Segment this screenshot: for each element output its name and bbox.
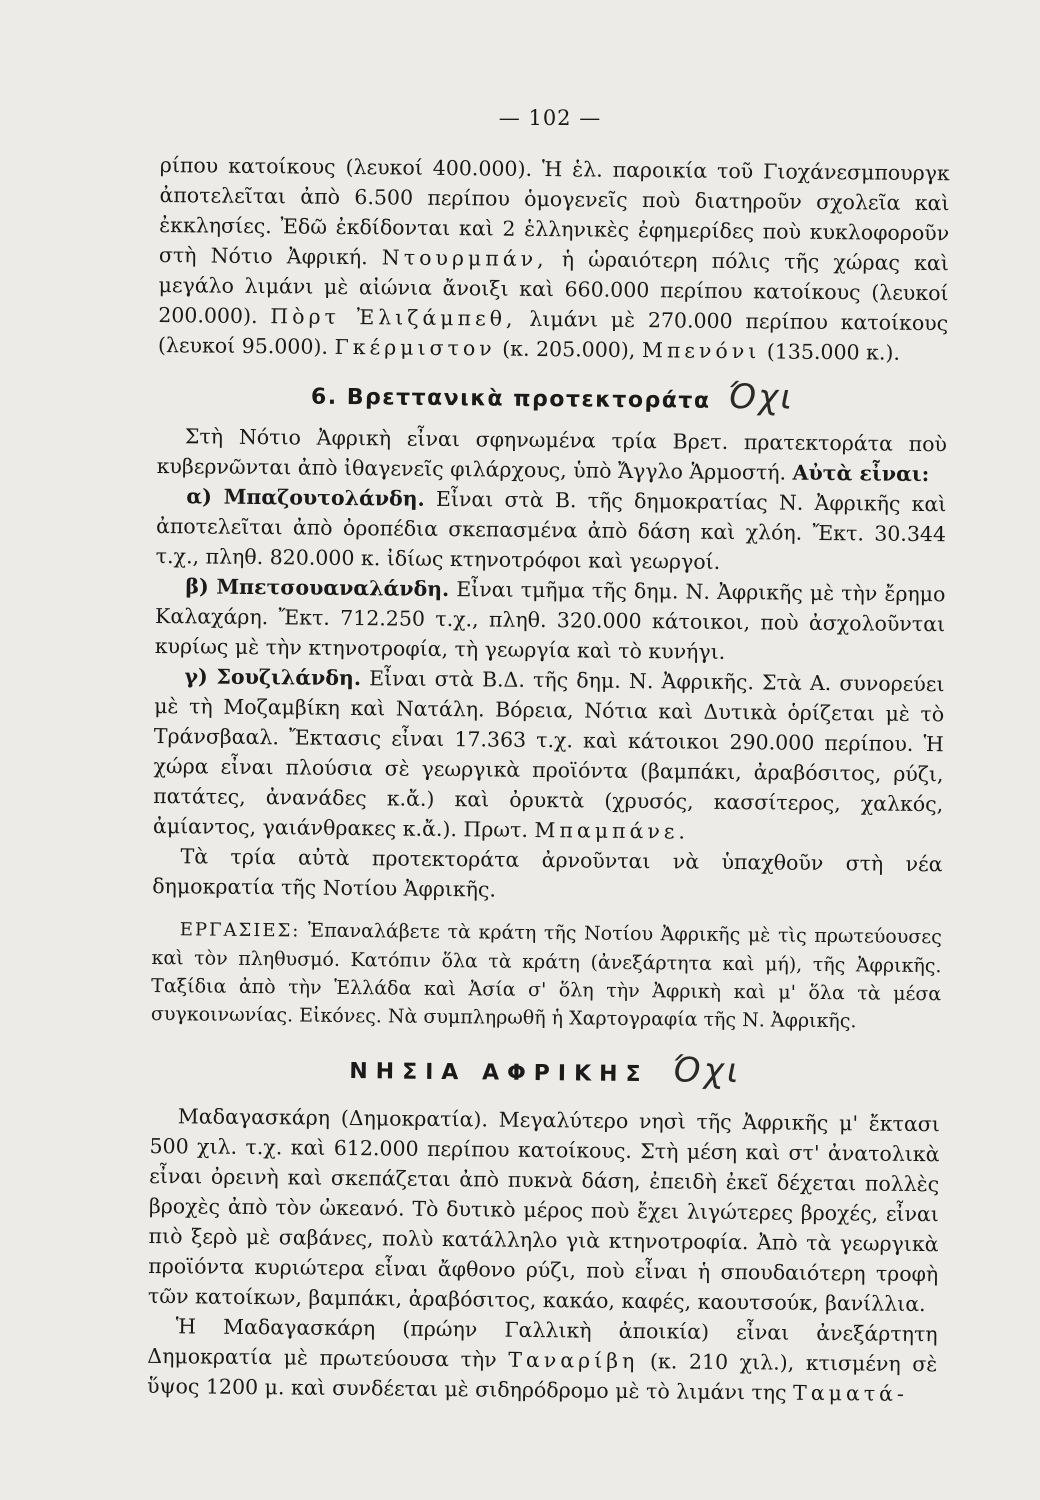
list-item-swaziland — [153, 661, 945, 849]
section-6-intro-bold: Αὐτὰ εἶναι: — [792, 460, 930, 487]
exercises-paragraph — [151, 915, 942, 1036]
madagascar-paragraph-1 — [148, 1101, 940, 1319]
item-text-bechuanaland: Εἶναι τμῆμα τῆς δημ. Ν. Ἀφρικῆς μὲ τὴν ἔρημο Καλαχάρη. Ἔκτ. 712.250 τ.χ., πληθ. 320.000 κάτοικοι, ποὺ ἀσχολοῦνται κυρίως μὲ τὴν κτηνοτροφία, τὴ γεωργία καὶ τὸ κυνήγι. — [154, 577, 946, 664]
port-tamatave: Ταματά- — [792, 1380, 909, 1406]
islands-title: ΝΗΣΙΑ ΑΦΡΙΚΗΣ — [349, 1059, 649, 1088]
item-label-bechuanaland: β) Μπετσουαναλάνδη. — [185, 574, 450, 602]
durban-text: ἡ ὡραιότερη πόλις τῆς χώρας καὶ μεγάλο λιμάνι μὲ αἰώνια ἄνοιξι καὶ 660.000 περίπου κατοίκους (λευκοί 200.000). — [158, 247, 949, 329]
item-text-basutoland: Εἶναι στὰ Β. τῆς δημοκρατίας Ν. Ἀφρικῆς καὶ ἀποτελεῖται ἀπὸ ὀροπέδια σκεπασμένα ἀπὸ δάση καὶ χλόη. Ἔκτ. 30.344 τ.χ., πληθ. 820.000 κ. ἰδίως κτηνοτρόφοι καὶ γεωργοί. — [155, 486, 947, 574]
capital-mbabane: Μπαμπάνε. — [534, 817, 690, 844]
section-6-intro — [157, 421, 948, 489]
list-item-bechuanaland — [155, 571, 946, 669]
madagascar-text-2a: Ἡ Μαδαγασκάρη (πρώην Γαλλικὴ ἀποικία) εἶναι ἀνεξάρτητη Δημοκρατία μὲ πρωτεύουσα τὴν — [147, 1314, 938, 1372]
item-label-swaziland: γ) Σουζιλάνδη. — [184, 664, 362, 691]
item-text-swaziland: Εἶναι στὰ Β.Δ. τῆς δημ. Ν. Ἀφρικῆς. Στὰ Α. συνορεύει μὲ τὴ Μοζαμβίκη καὶ Νατάλη. Βόρεια, Νότια καὶ Δυτικὰ ὁρίζεται μὲ τὸ Τράνσβααλ. Ἔκτασις εἶναι 17.363 τ.χ. καὶ κάτοικοι 290.000 περίπου. Ἡ χώρα εἶναι πλούσια σὲ γεωργικὰ προϊόντα (βαμπάκι, ἀραβόσιτος, ρύζι, πατάτες, ἀνανάδες κ.ἄ.) καὶ ὀρυκτὰ (χρυσός, κασσίτερος, χαλκός, ἀμίαντος, γαιάνθρακες κ.ἄ.). Πρωτ. — [152, 666, 945, 842]
intro-text: ρίπου κατοίκους (λευκοί 400.000). Ἡ ἑλ. παροικία τοῦ Γιοχάνεσμπουργκ ἀποτελεῖται ἀπὸ 6.500 περίπου ὁμογενεῖς ποὺ διατηροῦν σχολεῖα καὶ ἐκκλησίες. Ἐδῶ ἐκδίδονται καὶ 2 ἑλληνικὲς ἐφημερίδες ποὺ κυκλοφοροῦν στὴ Νότιο Ἀφρική. — [158, 152, 950, 270]
page-content — [147, 150, 950, 1409]
madagascar-paragraph-2 — [147, 1311, 938, 1409]
page-number: — 102 — — [498, 106, 602, 130]
madagascar-name: Μαδαγασκάρη — [177, 1104, 331, 1130]
islands-heading — [150, 1050, 940, 1093]
section-6-intro-text: Στὴ Νότιο Ἀφρικὴ εἶναι σφηνωμένα τρία Βρετ. πρατεκτοράτα ποὺ κυβερνῶνται ἀπὸ ἰθαγενεῖς φιλάρχους, ὑπὸ Ἄγγλο Ἁρμοστή. — [156, 424, 948, 485]
list-item-basutoland — [156, 481, 947, 579]
city-germiston: Γκέρμιστον — [334, 334, 496, 361]
capital-antananarivo: Ταναρίβη — [508, 1347, 639, 1374]
city-benoni: Μπενόνι — [641, 338, 761, 364]
section-6-title: 6. Βρεττανικὰ προτεκτοράτα — [310, 384, 711, 414]
intro-paragraph — [158, 150, 950, 368]
handwritten-note-2: Όχι — [672, 1050, 742, 1092]
handwritten-note-1: Όχι — [727, 376, 795, 418]
section-6-closing: Τὰ τρία αὐτὰ προτεκτοράτα ἀρνοῦνται νὰ ὑπαχθοῦν στὴ νέα δημοκρατία τῆς Νοτίου Ἀφρικῆς. — [152, 844, 943, 902]
section-6-heading — [157, 376, 947, 419]
exercises-label: ΕΡΓΑΣΙΕΣ: — [179, 919, 301, 942]
exercises-text: Ἐπαναλάβετε τὰ κράτη τῆς Νοτίου Ἀφρικῆς μὲ τὶς πρωτεύουσες καὶ τὸν πληθυσμό. Κατόπιν ὅλα τὰ κράτη (ἀνεξάρτητα καὶ μή), τῆς Ἀφρικῆς. Ταξίδια ἀπὸ τὴν Ἑλλάδα καὶ Ἀσία σ' ὅλη τὴν Ἀφρικὴ καὶ μ' ὅλα τὰ μέσα συγκοινωνίας. Εἰκόνες. Νὰ συμπληρωθῆ ἡ Χαρτογραφία τῆς Ν. Ἀφρικῆς. — [150, 919, 942, 1033]
benoni-text: (135.000 κ.). — [766, 339, 901, 365]
madagascar-text-2b: (κ. 210 χιλ.), κτισμένη σὲ ὕψος 1200 μ. καὶ συνδέεται μὲ σιδηρόδρομο μὲ τὸ λιμάνι της — [146, 1349, 938, 1405]
item-label-basutoland: α) Μπαζουτολάνδη. — [186, 484, 425, 511]
madagascar-text-1: (Δημοκρατία). Μεγαλύτερο νησὶ τῆς Ἀφρικῆς μ' ἔκτασι 500 χιλ. τ.χ. καὶ 612.000 περίπου κατοίκους. Στὴ μέση καὶ στ' ἀνατολικὰ εἶναι ὀρεινὴ καὶ σκεπάζεται ἀπὸ πυκνὰ δάση, ἐπειδὴ ἐκεῖ δέχεται πολλὲς βροχὲς ἀπὸ τὸν ὠκεανό. Τὸ δυτικὸ μέρος ποὺ ἔχει λιγώτερες βροχές, εἶναι πιὸ ξερὸ μὲ σαβάνες, πολὺ κατάλληλο γιὰ κτηνοτροφία. Ἀπὸ τὰ γεωργικὰ προϊόντα κυριώτερα εἶναι ἄφθονο ρύζι, ποὺ εἶναι ἡ σπουδαιότερη τροφὴ τῶν κατοίκων, βαμπάκι, ἀραβόσιτος, κακάο, καφές, καουτσούκ, βανίλλια. — [147, 1105, 940, 1317]
germiston-text: (κ. 205.000), — [502, 336, 636, 362]
city-durban: Ντουρμπάν, — [381, 245, 548, 272]
port-elizabeth-text: λιμάνι μὲ 270.000 περίπου κατοίκους (λευκοί 95.000). — [157, 306, 949, 359]
city-port-elizabeth: Πὸρτ Ἐλιζάμπεθ, — [270, 304, 517, 331]
